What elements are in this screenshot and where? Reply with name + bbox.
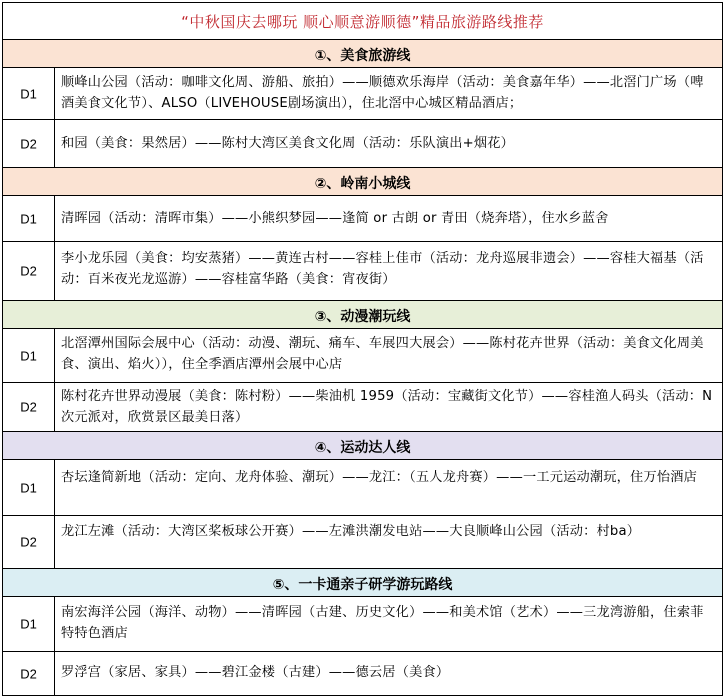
table-row [3, 196, 722, 242]
itinerary-table [2, 2, 723, 696]
day-label: D2 [3, 652, 55, 695]
title-row [3, 3, 722, 40]
route-text: 罗浮宫（家居、家具）——碧江金楼（古建）——德云居（美食） [61, 665, 450, 680]
section-heading: ③、动漫潮玩线 [314, 309, 411, 325]
table-row [3, 68, 722, 120]
day-label: D1 [3, 329, 55, 382]
section-heading: ⑤、一卡通亲子研学游玩路线 [272, 577, 453, 593]
route-text: 顺峰山公园（活动：咖啡文化周、游船、旅拍）——顺德欢乐海岸（活动：美食嘉年华）——北滘门广场（啤酒美食文化节）、ALSO（LIVEHOUSE剧场演出），住北滘中心城区精品酒店； [61, 75, 704, 111]
table-row [3, 329, 722, 383]
table-row [3, 516, 722, 569]
table-row [3, 652, 722, 695]
route-text: 杏坛逢简新地（活动：定向、龙舟体验、潮玩）——龙江：（五人龙舟赛）——一工元运动潮玩，住万怡酒店 [61, 470, 697, 485]
section-header-anime [3, 301, 722, 329]
route-text: 龙江左滩（活动：大湾区桨板球公开赛）——左滩洪潮发电站——大良顺峰山公园（活动：村ba） [61, 524, 641, 539]
day-label: D2 [3, 516, 55, 568]
section-header-lingnan [3, 168, 722, 196]
table-title: “中秋国庆去哪玩 顺心顺意游顺德”精品旅游路线推荐 [181, 13, 544, 31]
day-label: D1 [3, 460, 55, 515]
day-label: D2 [3, 120, 55, 167]
route-text: 和园（美食：果然居）——陈村大湾区美食文化周（活动：乐队演出+烟花） [61, 136, 515, 151]
day-label: D2 [3, 383, 55, 431]
table-row [3, 242, 722, 301]
route-text: 陈村花卉世界动漫展（美食：陈村粉）——柴油机 1959（活动：宝藏街文化节）——容桂渔人码头（活动：N次元派对，欣赏景区最美日落） [61, 389, 713, 425]
section-heading: ①、美食旅游线 [314, 48, 411, 64]
route-text: 李小龙乐园（美食：均安蒸猪）——黄连古村——容桂上佳市（活动：龙舟巡展非遗会）——容桂大福基（活动：百米夜光龙巡游）——容桂富华路（美食：宵夜街） [61, 251, 704, 287]
day-label: D1 [3, 68, 55, 119]
table-row [3, 383, 722, 432]
section-header-food [3, 40, 722, 68]
section-heading: ②、岭南小城线 [314, 176, 411, 192]
table-row [3, 120, 722, 168]
day-label: D1 [3, 597, 55, 651]
section-header-sports [3, 432, 722, 460]
day-label: D2 [3, 242, 55, 300]
day-label: D1 [3, 196, 55, 241]
route-text: 清晖园（活动：清晖市集）——小熊织梦园——逢简 or 古朗 or 青田（烧奔塔），住水乡蓝舍 [61, 211, 609, 226]
section-header-family [3, 569, 722, 597]
section-heading: ④、运动达人线 [314, 440, 411, 456]
route-text: 南宏海洋公园（海洋、动物）——清晖园（古建、历史文化）——和美术馆（艺术）——三龙湾游船，住索菲特特色酒店 [61, 605, 704, 641]
table-row [3, 460, 722, 516]
table-row [3, 597, 722, 652]
route-text: 北滘潭州国际会展中心（活动：动漫、潮玩、痛车、车展四大展会）——陈村花卉世界（活动：美食文化周美食、演出、焰火）），住全季酒店潭州会展中心店 [61, 336, 704, 372]
